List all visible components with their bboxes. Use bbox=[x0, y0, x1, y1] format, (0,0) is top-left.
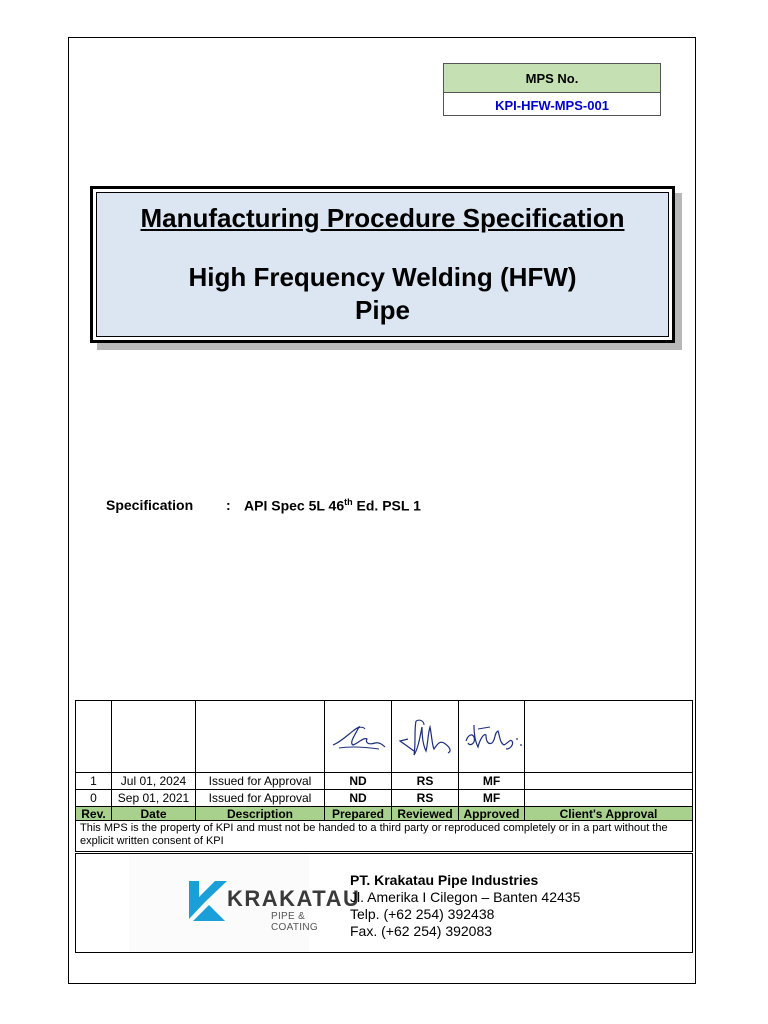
description-cell: Issued for Approval bbox=[196, 773, 325, 790]
signature-row bbox=[76, 701, 693, 773]
reviewed-signature-icon bbox=[394, 713, 456, 761]
reviewed-cell: RS bbox=[392, 790, 459, 807]
company-block bbox=[75, 853, 693, 953]
header-approved: Approved bbox=[459, 807, 525, 821]
subtitle-line-1: High Frequency Welding (HFW) bbox=[188, 262, 577, 292]
spec-value-suffix: Ed. PSL 1 bbox=[352, 497, 421, 514]
company-phone: Telp. (+62 254) 392438 bbox=[350, 906, 495, 922]
krakatau-k-icon bbox=[189, 881, 227, 921]
revision-table bbox=[75, 700, 693, 852]
description-cell: Issued for Approval bbox=[196, 790, 325, 807]
logo-wordmark: KRAKATAU bbox=[227, 886, 361, 911]
reviewed-signature bbox=[392, 701, 459, 773]
client-signature-cell bbox=[525, 701, 693, 773]
mps-number: KPI-HFW-MPS-001 bbox=[495, 97, 609, 113]
approved-cell: MF bbox=[459, 773, 525, 790]
approved-cell: MF bbox=[459, 790, 525, 807]
mps-label: MPS No. bbox=[444, 64, 660, 93]
company-fax: Fax. (+62 254) 392083 bbox=[350, 923, 493, 939]
subtitle-line-2: Pipe bbox=[355, 295, 410, 325]
prepared-signature bbox=[325, 701, 392, 773]
spec-value-sup: th bbox=[344, 497, 353, 507]
document-subtitle bbox=[97, 261, 668, 327]
header-date: Date bbox=[112, 807, 196, 821]
client-cell bbox=[525, 790, 693, 807]
specification-label: Specification bbox=[106, 497, 194, 513]
spec-value-prefix: API Spec 5L 46 bbox=[244, 497, 345, 514]
prepared-cell: ND bbox=[325, 773, 392, 790]
date-cell: Sep 01, 2021 bbox=[112, 790, 196, 807]
property-notice: This MPS is the property of KPI and must not be handed to a third party or reproduced completely or in a part without the explicit written consent of KPI bbox=[76, 821, 693, 852]
table-header-row bbox=[76, 807, 693, 821]
company-address: Jl. Amerika I Cilegon – Banten 42435 bbox=[350, 889, 581, 905]
date-cell: Jul 01, 2024 bbox=[112, 773, 196, 790]
approved-signature-icon bbox=[460, 715, 524, 759]
revision-row bbox=[76, 790, 693, 807]
approved-signature bbox=[459, 701, 525, 773]
title-inner bbox=[96, 192, 669, 337]
rev-cell: 1 bbox=[76, 773, 112, 790]
signature-cell-blank bbox=[196, 701, 325, 773]
specification-colon: : bbox=[226, 497, 231, 513]
header-client-approval: Client's Approval bbox=[525, 807, 693, 821]
specification-row bbox=[106, 497, 421, 514]
logo-tagline: PIPE & COATING bbox=[271, 911, 318, 933]
company-logo bbox=[129, 854, 361, 952]
header-reviewed: Reviewed bbox=[392, 807, 459, 821]
prepared-cell: ND bbox=[325, 790, 392, 807]
prepared-signature-icon bbox=[329, 717, 387, 757]
header-prepared: Prepared bbox=[325, 807, 392, 821]
title-box bbox=[90, 186, 675, 343]
mps-number-box bbox=[443, 63, 661, 116]
rev-cell: 0 bbox=[76, 790, 112, 807]
reviewed-cell: RS bbox=[392, 773, 459, 790]
signature-cell-blank bbox=[112, 701, 196, 773]
header-description: Description bbox=[196, 807, 325, 821]
header-rev: Rev. bbox=[76, 807, 112, 821]
client-cell bbox=[525, 773, 693, 790]
notice-row bbox=[76, 821, 693, 852]
company-contact bbox=[350, 872, 580, 940]
company-name: PT. Krakatau Pipe Industries bbox=[350, 872, 539, 888]
document-title: Manufacturing Procedure Specification bbox=[140, 203, 625, 233]
specification-value bbox=[244, 497, 421, 514]
signature-cell-blank bbox=[76, 701, 112, 773]
revision-row bbox=[76, 773, 693, 790]
